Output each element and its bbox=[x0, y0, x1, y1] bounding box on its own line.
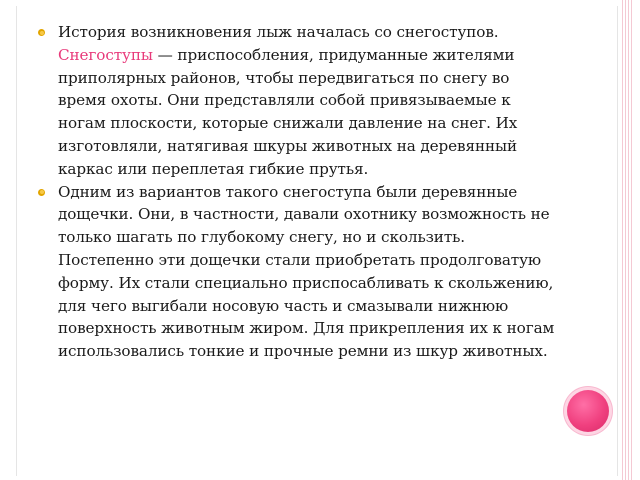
bullet-icon bbox=[38, 189, 45, 196]
paragraph-2-text: Одним из вариантов такого снегоступа были деревянные дощечки. Они, в частности, давали охотнику возможность не только шагать по глубокому снегу, но и скользить. Постепенно эти дощечки стали приобретать продолговатую форму. Их стали специально приспосабливать к скольжению, для чего выгибали носовую часть и смазывали нижнюю поверхность животным жиром. Для прикрепления их к ногам использовались тонкие и прочные ремни из шкур животных. bbox=[58, 182, 555, 361]
bullet-icon bbox=[38, 29, 45, 36]
highlighted-term: Снегоступы bbox=[58, 45, 153, 64]
decorative-stripe bbox=[622, 0, 634, 480]
paragraph-1-text-after: — приспособления, придуманные жителями приполярных районов, чтобы передвигаться по снегу во время охоты. Они представляли собой привязываемые к ногам плоскости, которые снижали давление на снег. Их изготовляли, натягивая шкуры животных на деревянный каркас или переплетая гибкие прутья. bbox=[58, 45, 518, 178]
slide-content bbox=[38, 21, 558, 363]
decorative-circle-icon bbox=[567, 390, 609, 432]
bullet-paragraph-1 bbox=[38, 21, 558, 181]
paragraph-1-text-before: История возникновения лыж началась со снегоступов. bbox=[58, 23, 499, 41]
bullet-paragraph-2 bbox=[38, 181, 558, 363]
